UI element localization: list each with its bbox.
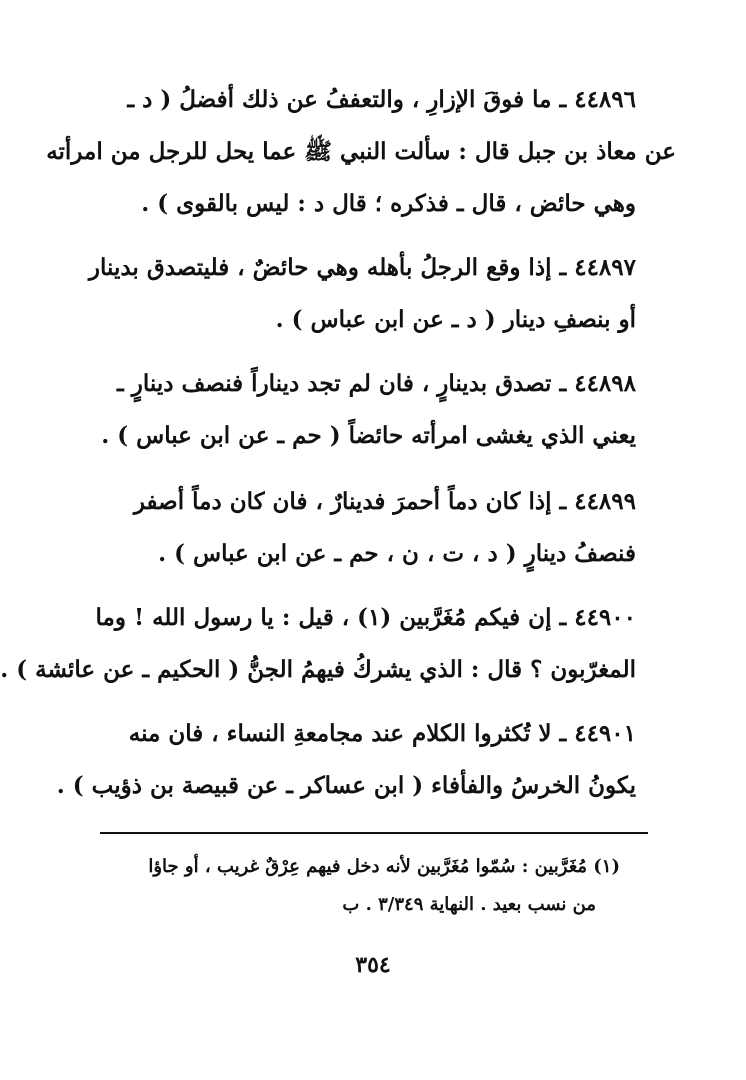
- text-line: أو بنصفِ دينار ( د ـ عن ابن عباس ) .: [275, 306, 636, 333]
- hadith-44901: [56, 708, 636, 812]
- footnote-divider: [100, 832, 648, 834]
- footnote: [94, 848, 620, 924]
- text-line: وهي حائض ، قال ـ فذكره ؛ قال د : ليس بالقوى ) .: [141, 190, 636, 217]
- text-line: يعني الذي يغشى امرأته حائضاً ( حم ـ عن ابن عباس ) .: [101, 422, 636, 449]
- text-line: ٤٤٩٠١ ـ لا تُكثروا الكلام عند مجامعةِ النساء ، فان منه: [128, 720, 636, 747]
- text-line: يكونُ الخرسُ والفأفاء ( ابن عساكر ـ عن قبيصة بن ذؤيب ) .: [56, 772, 636, 799]
- hadith-44899: [76, 476, 636, 580]
- footnote-line: (١) مُغَرَّبين : سُمّوا مُغَرَّبين لأنه دخل فيهم عِرْقٌ غريب ، أو جاؤا: [148, 856, 620, 877]
- hadith-44900: [0, 592, 636, 696]
- page-number: ٣٥٤: [355, 952, 391, 978]
- hadith-44896: [46, 74, 676, 230]
- hadith-44898: [76, 358, 636, 462]
- text-line: المغرّبون ؟ قال : الذي يشركُ فيهمُ الجنُّ ( الحكيم ـ عن عائشة ) .: [0, 656, 636, 683]
- text-line: ٤٤٨٩٦ ـ ما فوقَ الإزارِ ، والتعففُ عن ذلك أفضلُ ( د ـ: [127, 86, 636, 113]
- text-line: فنصفُ دينارٍ ( د ، ت ، ن ، حم ـ عن ابن عباس ) .: [158, 540, 636, 567]
- footnote-line: من نسب بعيد . النهاية ٣/٣٤٩ . ب: [342, 894, 596, 915]
- text-line: ٤٤٨٩٧ ـ إذا وقع الرجلُ بأهله وهي حائضٌ ، فليتصدق بدينار: [88, 254, 636, 281]
- text-line: ٤٤٨٩٩ ـ إذا كان دماً أحمرَ فدينارٌ ، فان كان دماً أصفر: [133, 488, 636, 515]
- text-line: ٤٤٨٩٨ ـ تصدق بدينارٍ ، فان لم تجد ديناراً فنصف دينارٍ ـ: [117, 370, 636, 397]
- hadith-44897: [76, 242, 636, 346]
- text-line: عن معاذ بن جبل قال : سألت النبي ﷺ عما يحل للرجل من امرأته: [46, 138, 676, 165]
- text-line: ٤٤٩٠٠ ـ إن فيكم مُغَرَّبين (١) ، قيل : يا رسول الله ! وما: [95, 604, 636, 631]
